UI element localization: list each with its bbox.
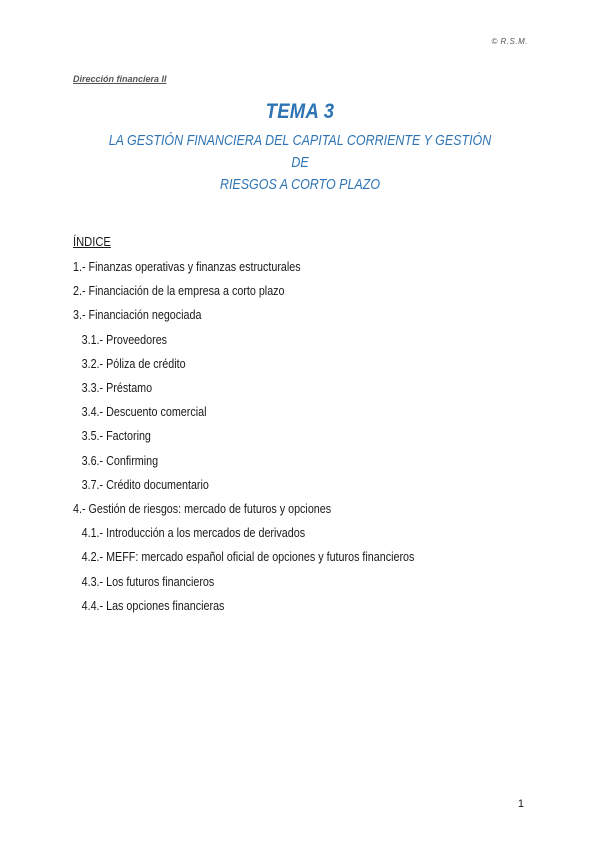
toc-item-4-2: 4.2.- MEFF: mercado español oficial de opciones y futuros financieros [81,550,415,565]
index-heading: ÍNDICE [73,234,111,249]
table-of-contents [73,232,543,618]
toc-item-3-4: 3.4.- Descuento comercial [81,405,207,420]
page-number: 1 [517,798,524,810]
toc-item-2: 2.- Financiación de la empresa a corto plazo [73,284,285,299]
toc-item-3-6: 3.6.- Confirming [81,453,159,468]
toc-item-4: 4.- Gestión de riesgos: mercado de futuros y opciones [73,502,332,517]
toc-item-3-1: 3.1.- Proveedores [81,332,168,347]
toc-item-3: 3.- Financiación negociada [73,308,202,323]
copyright-notice: © R.S.M. [491,37,528,46]
toc-item-3-7: 3.7.- Crédito documentario [81,477,209,492]
tema-subtitle [102,130,498,196]
toc-item-3-3: 3.3.- Préstamo [81,381,153,396]
title-block [70,100,530,196]
toc-item-4-4: 4.4.- Las opciones financieras [81,598,225,613]
toc-item-4-3: 4.3.- Los futuros financieros [81,574,215,589]
toc-item-3-2: 3.2.- Póliza de crédito [81,356,186,371]
subtitle-line-1: LA GESTIÓN FINANCIERA DEL CAPITAL CORRIENTE Y GESTIÓN DE [108,133,492,171]
toc-item-4-1: 4.1.- Introducción a los mercados de derivados [81,526,306,541]
toc-item-1: 1.- Finanzas operativas y finanzas estructurales [73,260,301,274]
course-name: Dirección financiera II [73,74,167,84]
subtitle-line-2: RIESGOS A CORTO PLAZO [219,177,381,193]
toc-item-3-5: 3.5.- Factoring [81,429,151,444]
tema-title: TEMA 3 [265,100,335,123]
